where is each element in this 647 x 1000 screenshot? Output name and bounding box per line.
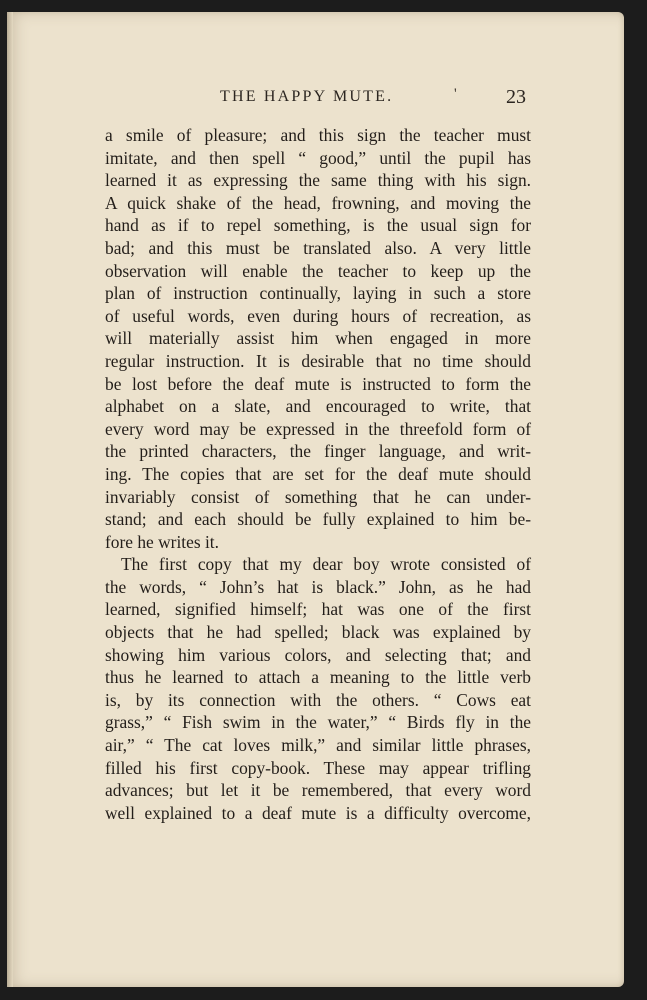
text-line: A quick shake of the head, frowning, and moving the: [105, 192, 531, 213]
text-line: advances; but let it be remembered, that every word: [105, 780, 531, 801]
text-line: observation will enable the teacher to keep up the: [105, 260, 531, 281]
text-line: is, by its connection with the others. “ Cows eat: [105, 689, 531, 710]
text-line: objects that he had spelled; black was explained by: [105, 622, 531, 643]
text-line: air,” “ The cat loves milk,” and similar little phrases,: [105, 735, 531, 756]
text-line-paragraph-end: fore he writes it.: [105, 531, 219, 552]
text-line: will materially assist him when engaged in more: [105, 328, 531, 349]
text-line: ing. The copies that are set for the deaf mute should: [105, 463, 531, 484]
text-line: alphabet on a slate, and encouraged to write, that: [105, 396, 531, 417]
text-line: plan of instruction continually, laying in such a store: [105, 283, 531, 304]
text-line: hand as if to repel something, is the usual sign for: [105, 215, 531, 236]
text-line: the printed characters, the finger language, and writ-: [105, 441, 531, 462]
text-line: grass,” “ Fish swim in the water,” “ Birds fly in the: [105, 712, 531, 733]
text-line: showing him various colors, and selecting that; and: [105, 644, 531, 665]
text-line: bad; and this must be translated also. A very little: [105, 237, 531, 258]
text-line: regular instruction. It is desirable that no time should: [105, 350, 531, 371]
text-line: every word may be expressed in the threefold form of: [105, 418, 531, 439]
page-gutter: [7, 12, 13, 987]
text-line-paragraph-start: The first copy that my dear boy wrote consisted of: [121, 554, 531, 575]
text-line: imitate, and then spell “ good,” until the pupil has: [105, 147, 531, 168]
text-line: of useful words, even during hours of recreation, as: [105, 305, 531, 326]
running-head: THE HAPPY MUTE.: [220, 88, 394, 105]
printer-mark: ': [454, 86, 457, 102]
text-line: be lost before the deaf mute is instructed to form the: [105, 373, 531, 394]
text-line: thus he learned to attach a meaning to the little verb: [105, 667, 531, 688]
text-line: learned, signified himself; hat was one of the first: [105, 599, 531, 620]
text-line: a smile of pleasure; and this sign the teacher must: [105, 125, 531, 145]
body-text: [105, 124, 531, 824]
text-line: the words, “ John’s hat is black.” John, as he had: [105, 576, 531, 597]
text-line: stand; and each should be fully explained to him be-: [105, 509, 531, 530]
text-line: filled his first copy-book. These may appear trifling: [105, 757, 531, 778]
text-line: learned it as expressing the same thing with his sign.: [105, 170, 531, 191]
text-line: invariably consist of something that he can under-: [105, 486, 531, 507]
page-number: 23: [506, 86, 526, 108]
text-line: well explained to a deaf mute is a difficulty overcome,: [105, 802, 531, 823]
